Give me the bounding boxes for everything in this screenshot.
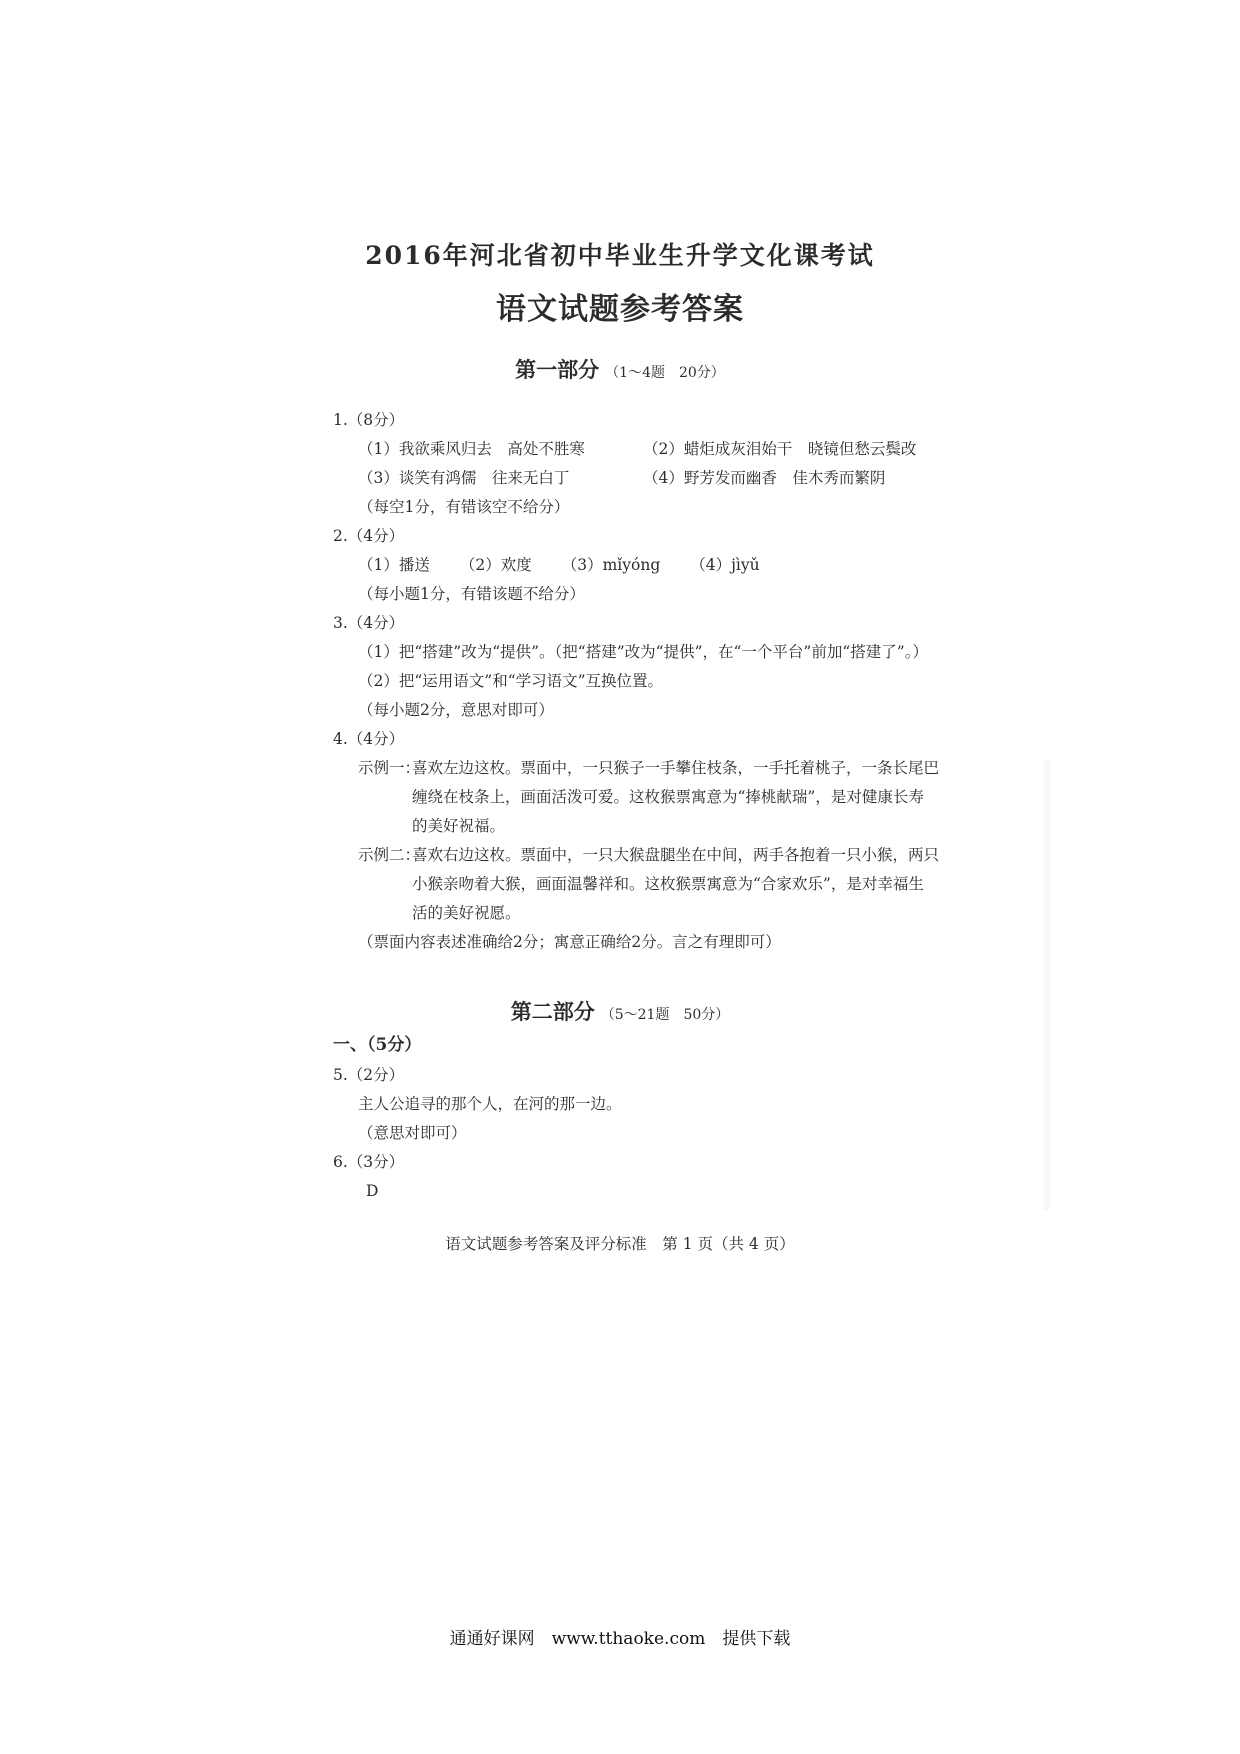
q2-note: （每小题1分，有错该题不给分） (358, 585, 585, 603)
q2-answer-4: （4）jìyǔ (690, 556, 760, 574)
part2-title: 第二部分 (510, 999, 595, 1024)
part1-title: 第一部分 (515, 357, 600, 382)
q3-note: （每小题2分，意思对即可） (358, 701, 554, 719)
q4-example1-line2: 缠绕在枝条上，画面活泼可爱。这枚猴票寓意为“捧桃献瑞”，是对健康长寿 (412, 788, 924, 806)
section1-heading: 一、（5分） (333, 1035, 422, 1055)
part2-heading (0, 996, 1240, 1026)
scan-shadow (1042, 760, 1052, 1210)
q3-answer-1: （1）把“搭建”改为“提供”。（把“搭建”改为“提供”，在“一个平台”前加“搭建了”。） (358, 643, 928, 661)
q4-example1-line1: 喜欢左边这枚。票面中，一只猴子一手攀住枝条，一手托着桃子，一条长尾巴 (412, 759, 940, 777)
document-title: 语文试题参考答案 (496, 292, 744, 327)
q6-answer: D (366, 1182, 379, 1200)
q2-answer-3: （3）mǐyóng (561, 556, 661, 574)
q4-example2-line2: 小猴亲吻着大猴，画面温馨祥和。这枚猴票寓意为“合家欢乐”，是对幸福生 (412, 875, 924, 893)
q1-answer-3: （3）谈笑有鸿儒 往来无白丁 (358, 469, 570, 487)
part1-heading (0, 354, 1240, 384)
q4-example2-label: 示例二： (358, 846, 421, 864)
q5-note: （意思对即可） (358, 1124, 467, 1142)
q1-note: （每空1分，有错该空不给分） (358, 498, 570, 516)
q3-answer-2: （2）把“运用语文”和“学习语文”互换位置。 (358, 672, 664, 690)
q4-heading: 4.（4分） (333, 730, 405, 748)
q2-answer-1: （1）播送 (358, 556, 430, 574)
q1-answer-4: （4）野芳发而幽香 佳木秀而繁阴 (643, 469, 886, 487)
q2-answer-2: （2）欢度 (459, 556, 532, 574)
q2-answers (358, 555, 760, 575)
source-credit: 通通好课网 www.tthaoke.com 提供下载 (449, 1629, 791, 1649)
q1-heading: 1.（8分） (333, 411, 405, 429)
q1-answer-2: （2）蜡炬成灰泪始干 晓镜但愁云鬓改 (643, 440, 917, 458)
part2-range: （5～21题 50分） (600, 1007, 730, 1023)
exam-title: 2016年河北省初中毕业生升学文化课考试 (365, 241, 875, 270)
q4-example1-line3: 的美好祝福。 (412, 817, 506, 835)
q4-example2-line1: 喜欢右边这枚。票面中，一只大猴盘腿坐在中间，两手各抱着一只小猴，两只 (412, 846, 940, 864)
q6-heading: 6.（3分） (333, 1153, 405, 1171)
q5-answer: 主人公追寻的那个人，在河的那一边。 (358, 1095, 622, 1113)
q2-heading: 2.（4分） (333, 527, 405, 545)
q4-example2-line3: 活的美好祝愿。 (412, 904, 521, 922)
q4-note: （票面内容表述准确给2分；寓意正确给2分。言之有理即可） (358, 933, 781, 951)
q5-heading: 5.（2分） (333, 1066, 405, 1084)
page-footer: 语文试题参考答案及评分标准 第 1 页（共 4 页） (445, 1235, 795, 1253)
q1-answer-1: （1）我欲乘风归去 高处不胜寒 (358, 440, 585, 458)
q4-example1-label: 示例一： (358, 759, 421, 777)
q3-heading: 3.（4分） (333, 614, 405, 632)
part1-range: （1～4题 20分） (605, 365, 725, 381)
